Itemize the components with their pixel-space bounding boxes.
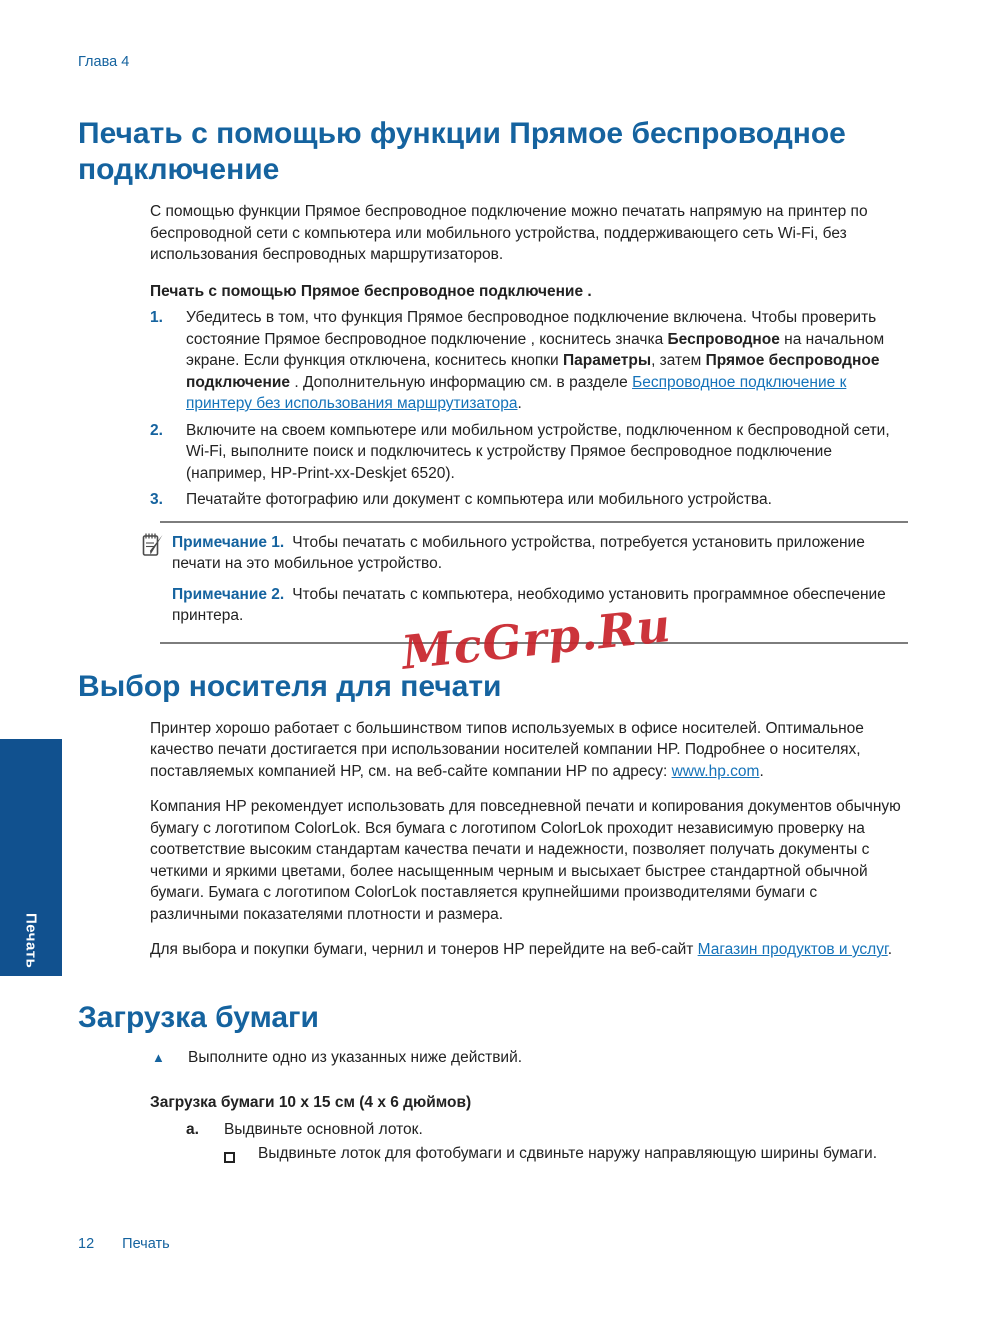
inline-text: . — [517, 395, 522, 412]
note-label: Примечание 2. — [172, 585, 285, 603]
chapter-label: Глава 4 — [78, 54, 130, 70]
step-2 — [150, 420, 908, 485]
media-paragraph-1 — [150, 718, 908, 783]
wireless-section-content — [150, 201, 908, 644]
inline-text: Компания HP рекомендует использовать для повседневной печати и копирования документов обычную бумагу с логотипом ColorLok. Вся бумага с логотипом ColorLok проходит независимую проверку на соответствие высоким стандартам качества печати и надежности, позволяет получать документы с четкими и яркими цветами, более насыщенным черным и высыхает быстрее стандартной обычной бумаги. Бумага с логотипом ColorLok поставляется крупнейшими производителями бумаги с различными показателями плотности и размера. — [150, 798, 901, 923]
inline-text: . — [759, 762, 764, 780]
section-title-media-selection: Выбор носителя для печати — [78, 669, 502, 703]
media-paragraph-2 — [150, 796, 908, 925]
inline-text-link[interactable]: Беспроводное подключение к принтеру без использования маршрутизатора — [186, 373, 847, 412]
action-bullet-row — [150, 1047, 908, 1069]
notepad-pencil-icon — [142, 532, 164, 565]
side-tab-label: Печать — [22, 912, 40, 968]
substep-checkbox-row — [224, 1143, 908, 1170]
step-3 — [150, 489, 908, 511]
inline-text: Печатайте фотографию или документ с компьютера или мобильного устройства. — [186, 491, 772, 508]
section-title-load-paper: Загрузка бумаги — [78, 1000, 319, 1034]
inline-text: на начальном экране. Если функция отключена, коснитесь кнопки — [186, 330, 885, 369]
note-1 — [172, 532, 908, 575]
inline-text: . — [887, 941, 893, 958]
substep-a — [186, 1119, 908, 1141]
inline-bold-text: Беспроводное — [667, 330, 780, 348]
step-number: 1. — [150, 309, 163, 326]
substep-a-text: Выдвиньте основной лоток. — [224, 1120, 423, 1138]
step-text — [186, 307, 908, 415]
procedure-heading: Печать с помощью Прямое беспроводное подключение . — [150, 282, 592, 300]
inline-text-link[interactable]: www.hp.com — [671, 762, 760, 780]
site-watermark: McGrp.Ru — [399, 597, 674, 680]
inline-text: Включите на своем компьютере или мобильном устройстве, подключенном к беспроводной сети, Wi-Fi, выполните поиск и подключитесь к устройству Прямое беспроводное подключение (например, HP-Print-xx-Deskjet 6520). — [186, 421, 890, 482]
step-text — [186, 420, 908, 485]
checkbox-bullet-icon — [224, 1143, 258, 1170]
action-bullet-text: Выполните одно из указанных ниже действий. — [188, 1048, 523, 1066]
triangle-bullet-icon: ▲ — [152, 1049, 165, 1065]
footer-section-label: Печать — [122, 1236, 170, 1252]
inline-text-link[interactable]: Магазин продуктов и услуг — [697, 941, 888, 958]
inline-bold-text: Прямое беспроводное подключение — [186, 352, 880, 391]
inline-text: Убедитесь в том, что функция Прямое беспроводное подключение включена. Чтобы проверить состояние Прямое беспроводное подключение , коснитесь значка — [186, 309, 877, 348]
substep-text: Выдвиньте лоток для фотобумаги и сдвиньте наружу направляющую ширины бумаги. — [258, 1145, 878, 1162]
note-text: Чтобы печатать с компьютера, необходимо установить программное обеспечение принтера. — [172, 585, 886, 624]
inline-text: , затем — [651, 352, 706, 369]
section-title-wireless-direct: Печать с помощью функции Прямое беспроводное подключение — [78, 117, 846, 186]
inline-text: Принтер хорошо работает с большинством типов используемых в офисе носителей. Оптимальное качество печати достигается при использовании носителей компании HP. Подробнее о носителях, поставляемых компанией HP, см. на веб-сайте компании HP по адресу: — [150, 719, 864, 780]
page-footer — [78, 1236, 170, 1252]
substep-a-label: a. — [186, 1120, 199, 1138]
step-1 — [150, 307, 908, 415]
load-paper-section-content — [150, 1047, 908, 1170]
page-number: 12 — [78, 1236, 95, 1252]
media-paragraph-3 — [150, 939, 908, 961]
inline-text: . Дополнительную информацию см. в разделе — [290, 373, 633, 391]
numbered-steps — [150, 307, 908, 511]
load-paper-subheading: Загрузка бумаги 10 x 15 см (4 x 6 дюймов) — [150, 1094, 472, 1111]
wireless-intro-paragraph: С помощью функции Прямое беспроводное подключение можно печатать напрямую на принтер по беспроводной сети с компьютера или мобильного устройства, поддерживающего сеть Wi-Fi, без использования беспроводных маршрутизаторов. — [150, 203, 868, 263]
step-text — [186, 489, 908, 511]
media-section-content — [150, 718, 908, 961]
note-text: Чтобы печатать с мобильного устройства, потребуется установить приложение печати на это мобильное устройство. — [172, 533, 865, 572]
chapter-side-tab[interactable] — [0, 739, 62, 976]
step-number: 2. — [150, 421, 163, 439]
inline-bold-text: Параметры — [563, 352, 652, 369]
step-number: 3. — [150, 491, 163, 508]
inline-text: Для выбора и покупки бумаги, чернил и тонеров HP перейдите на веб-сайт — [150, 941, 698, 958]
note-label: Примечание 1. — [172, 533, 285, 551]
